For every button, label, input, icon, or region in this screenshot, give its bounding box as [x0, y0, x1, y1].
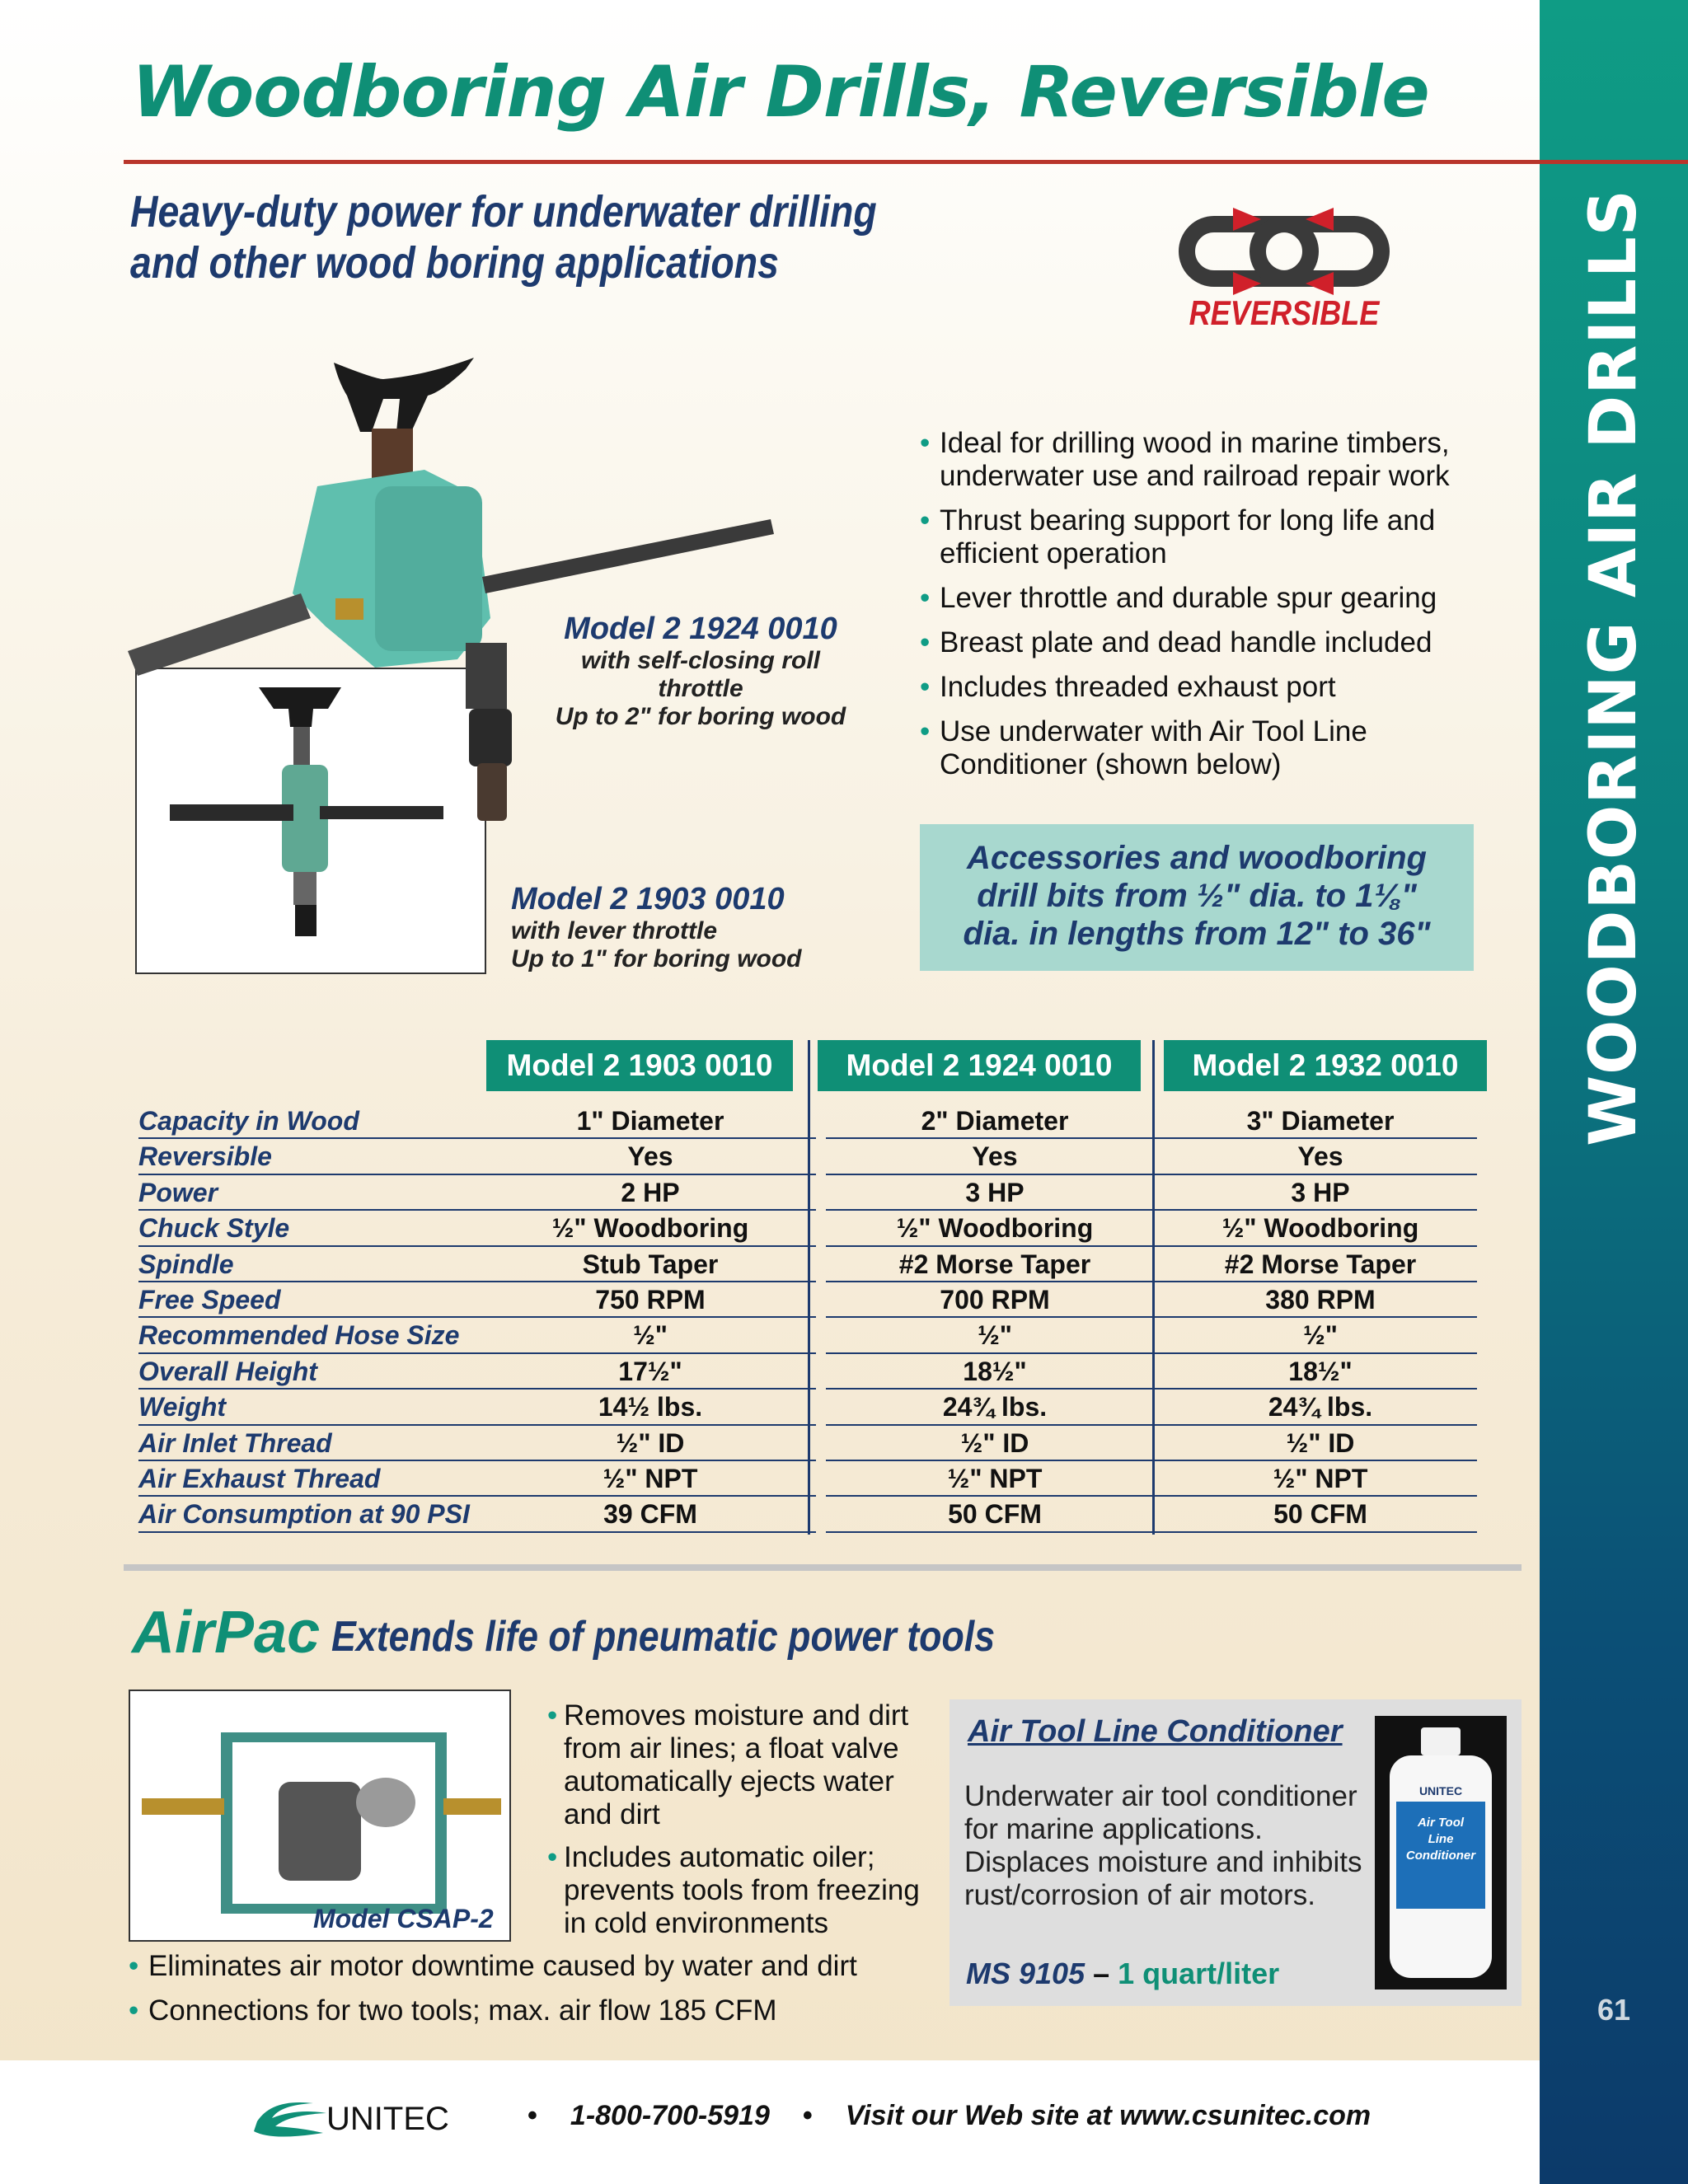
spec-label: Weight [138, 1390, 485, 1425]
accessory-line-1: Accessories and woodboring [967, 840, 1427, 876]
list-item: • Ideal for drilling wood in marine timbers, underwater use and railroad repair work [920, 427, 1450, 492]
list-item: • Thrust bearing support for long life and efficient operation [920, 504, 1436, 569]
spec-label: Chuck Style [138, 1211, 485, 1246]
subtitle-line-1: Heavy-duty power for underwater drilling [130, 187, 877, 237]
spec-value: 50 CFM [826, 1497, 1164, 1532]
spec-value: #2 Morse Taper [826, 1247, 1164, 1282]
table-row [138, 1247, 1477, 1282]
spec-value: 2" Diameter [826, 1104, 1164, 1139]
airpac-tagline: Extends life of pneumatic power tools [331, 1613, 996, 1661]
spec-label: Recommended Hose Size [138, 1318, 485, 1353]
spec-value: ½" NPT [826, 1461, 1164, 1497]
spec-value: 700 RPM [826, 1282, 1164, 1318]
page-title: Woodboring Air Drills, Reversible [132, 51, 1429, 134]
bottle-line-1: Air Tool [1417, 1816, 1465, 1830]
section-title-vertical: WOODBORING AIR DRILLS [1577, 189, 1651, 1146]
spec-label: Free Speed [138, 1282, 485, 1318]
line-conditioner-panel [950, 1699, 1522, 2006]
spec-value: 380 RPM [1164, 1282, 1477, 1318]
spec-value: 750 RPM [485, 1282, 816, 1318]
reversible-badge-label: REVERSIBLE [1189, 293, 1380, 332]
spec-label: Power [138, 1175, 485, 1211]
line-conditioner-description: Underwater air tool conditioner for marine applications. Displaces moisture and inhibits rust/corrosion of air motors. [964, 1780, 1362, 1911]
line-conditioner-part [966, 1957, 1279, 1991]
spec-value: 18½" [826, 1354, 1164, 1390]
part-dash: – [1085, 1957, 1118, 1990]
airpac-benefits-list [125, 1950, 950, 2039]
list-item: • Includes automatic oiler; prevents tools from freezing in cold environments [547, 1841, 920, 1939]
caption-model-1924-line2: Up to 2" for boring wood [555, 703, 846, 730]
spec-value: ½" [826, 1318, 1164, 1353]
footer-separator: • [802, 2100, 813, 2131]
spec-value: ½" NPT [485, 1461, 816, 1497]
spec-value: ½" NPT [1164, 1461, 1477, 1497]
table-row [138, 1282, 1477, 1318]
list-item: • Use underwater with Air Tool Line Conditioner (shown below) [920, 715, 1367, 780]
spec-value: 17½" [485, 1354, 816, 1390]
spec-value: Yes [1164, 1139, 1477, 1174]
spec-value: 50 CFM [1164, 1497, 1477, 1532]
spec-value: 18½" [1164, 1354, 1477, 1390]
spec-value: ½" Woodboring [1164, 1211, 1477, 1246]
table-row [138, 1354, 1477, 1390]
accessories-callout [920, 824, 1474, 971]
spec-value: ½" ID [485, 1426, 816, 1461]
bottle-line-2: Line [1428, 1832, 1454, 1846]
table-row [138, 1175, 1477, 1211]
spec-value: 3 HP [1164, 1175, 1477, 1211]
logo-text: UNITEC [326, 2101, 449, 2137]
list-item: • Eliminates air motor downtime caused by water and dirt [129, 1950, 857, 1982]
part-size: 1 quart/liter [1118, 1957, 1280, 1990]
bottle-line-3: Conditioner [1405, 1849, 1476, 1863]
table-row [138, 1497, 1477, 1532]
spec-label: Air Inlet Thread [138, 1426, 485, 1461]
drill-features-list [917, 427, 1510, 793]
spec-label: Spindle [138, 1247, 485, 1282]
spec-value: #2 Morse Taper [1164, 1247, 1477, 1282]
caption-model-1924-line1: with self-closing roll throttle [580, 647, 821, 702]
list-item: • Breast plate and dead handle included [920, 626, 1432, 658]
spec-label: Overall Height [138, 1354, 485, 1390]
table-header-model-1932: Model 2 1932 0010 [1164, 1040, 1487, 1091]
spec-value: ½" ID [1164, 1426, 1477, 1461]
table-row [138, 1139, 1477, 1174]
footer-website-link[interactable]: Visit our Web site at www.csunitec.com [845, 2100, 1372, 2131]
airpac-features-list [544, 1699, 931, 1950]
table-header-model-1924: Model 2 1924 0010 [818, 1040, 1141, 1091]
spec-label: Capacity in Wood [138, 1104, 485, 1139]
accessory-line-2: drill bits from ½" dia. to 1⅛" [977, 878, 1417, 914]
spec-value: Yes [826, 1139, 1164, 1174]
spec-label: Air Consumption at 90 PSI [138, 1497, 485, 1532]
table-row [138, 1461, 1477, 1497]
spec-value: ½" Woodboring [485, 1211, 816, 1246]
list-item: • Lever throttle and durable spur gearing [920, 582, 1437, 614]
title-divider [124, 160, 1688, 164]
section-divider [124, 1564, 1522, 1571]
bottle-brand: UNITEC [1418, 1784, 1463, 1797]
conditioner-bottle-image [1375, 1716, 1507, 1990]
footer-phone: 1-800-700-5919 [570, 2100, 770, 2131]
list-item: • Removes moisture and dirt from air lines; a float valve automatically ejects water and dirt [547, 1699, 909, 1830]
spec-value: 3 HP [826, 1175, 1164, 1211]
subtitle-line-2: and other wood boring applications [130, 238, 779, 288]
accessory-line-3: dia. in lengths from 12" to 36" [963, 916, 1431, 952]
spec-value: 24¾ lbs. [826, 1390, 1164, 1425]
caption-model-1903-line2: Up to 1" for boring wood [511, 945, 802, 972]
spec-table [138, 1104, 1477, 1533]
caption-model-1903-name: Model 2 1903 0010 [511, 882, 785, 916]
airpac-name: AirPac [132, 1600, 321, 1666]
spec-value: Yes [485, 1139, 816, 1174]
table-header-model-1903: Model 2 1903 0010 [486, 1040, 793, 1091]
spec-value: 14½ lbs. [485, 1390, 816, 1425]
caption-model-1924-name: Model 2 1924 0010 [564, 612, 837, 646]
spec-value: ½" [1164, 1318, 1477, 1353]
table-row [138, 1426, 1477, 1461]
spec-value: ½" ID [826, 1426, 1164, 1461]
drill-photo-model-1924 [128, 346, 837, 841]
spec-value: 24¾ lbs. [1164, 1390, 1477, 1425]
table-row [138, 1211, 1477, 1246]
caption-model-1924 [536, 612, 865, 731]
footer-separator: • [528, 2100, 537, 2131]
line-conditioner-title: Air Tool Line Conditioner [968, 1714, 1343, 1749]
spec-value: Stub Taper [485, 1247, 816, 1282]
caption-model-1903 [511, 882, 857, 973]
spec-value: ½" Woodboring [826, 1211, 1164, 1246]
page-subtitle [130, 186, 910, 288]
table-row [138, 1318, 1477, 1353]
spec-value: 1" Diameter [485, 1104, 816, 1139]
spec-label: Reversible [138, 1139, 485, 1174]
table-row [138, 1390, 1477, 1425]
spec-value: ½" [485, 1318, 816, 1353]
spec-label: Air Exhaust Thread [138, 1461, 485, 1497]
page-number: 61 [1597, 1993, 1631, 2027]
part-number: MS 9105 [966, 1957, 1085, 1990]
spec-value: 39 CFM [485, 1497, 816, 1532]
airpac-model-label: Model CSAP-2 [313, 1904, 494, 1933]
list-item: • Connections for two tools; max. air flow 185 CFM [129, 1994, 777, 2027]
footer-contact [495, 2100, 1371, 2132]
list-item: • Includes threaded exhaust port [920, 671, 1336, 703]
caption-model-1903-line1: with lever throttle [511, 917, 718, 944]
unitec-logo [247, 2088, 462, 2146]
spec-value: 2 HP [485, 1175, 816, 1211]
table-row [138, 1104, 1477, 1139]
spec-value: 3" Diameter [1164, 1104, 1477, 1139]
